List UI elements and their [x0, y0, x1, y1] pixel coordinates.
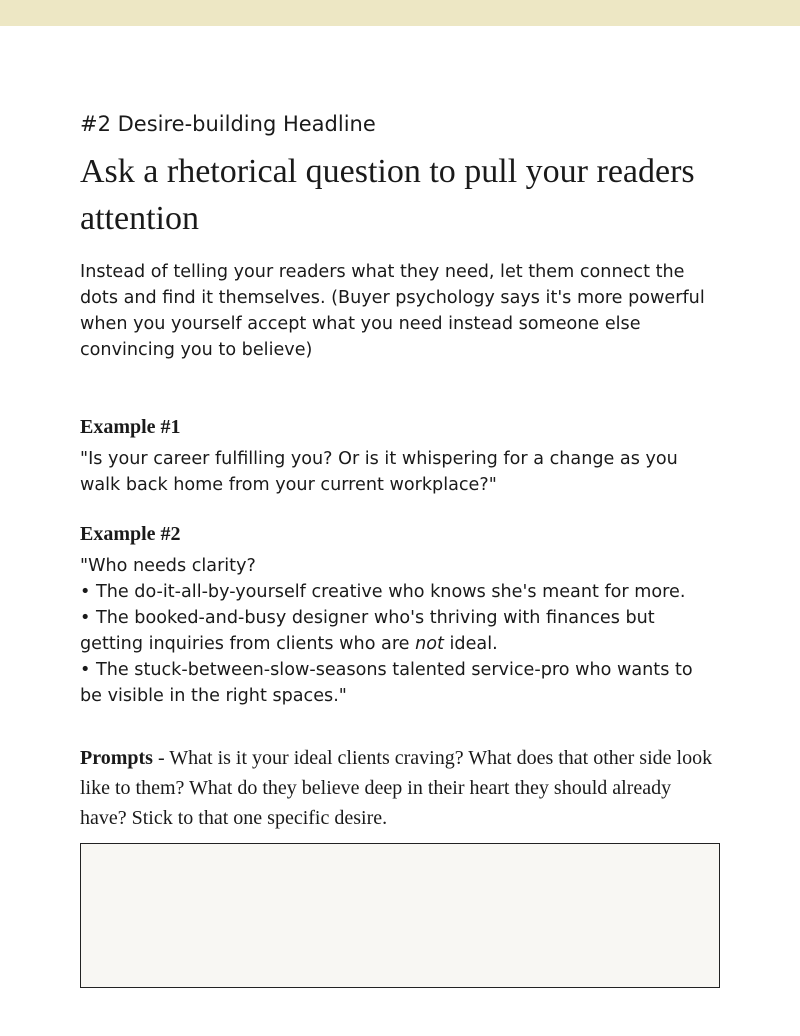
prompts-label: Prompts — [80, 747, 153, 769]
section-label: #2 Desire-building Headline — [80, 112, 376, 136]
headline: Ask a rhetorical question to pull your readers attention — [80, 153, 695, 237]
worksheet-content — [80, 108, 720, 833]
bullet-2-text-before: • The booked-and-busy designer who's thriving with finances but getting inquiries from clients who are — [80, 608, 655, 654]
prompts-text: - What is it your ideal clients craving? What does that other side look like to them? What do they believe deep in their heart they should already have? Stick to that one specific desire. — [80, 747, 713, 829]
example-2-heading: Example #2 — [80, 523, 181, 545]
bullet-2-emphasis: not — [415, 634, 444, 654]
answer-box[interactable] — [80, 843, 720, 988]
bullet-2-text-after: ideal. — [443, 634, 498, 654]
intro-paragraph: Instead of telling your readers what they need, let them connect the dots and find it themselves. (Buyer psychology says it's more powerful when you yourself accept what you need instead someone else convincing you to believe) — [80, 262, 705, 360]
example-2-bullet-1: • The do-it-all-by-yourself creative who knows she's meant for more. — [80, 582, 686, 602]
example-1-heading: Example #1 — [80, 416, 181, 438]
prompts-paragraph — [80, 743, 720, 833]
example-2-text — [80, 553, 720, 709]
example-2-bullet-3: • The stuck-between-slow-seasons talented service-pro who wants to be visible in the right spaces." — [80, 660, 693, 706]
example-1-text: "Is your career fulfilling you? Or is it whispering for a change as you walk back home from your current workplace?" — [80, 449, 678, 495]
top-color-band — [0, 0, 800, 26]
example-2-opening: "Who needs clarity? — [80, 556, 256, 576]
example-2-bullet-2 — [80, 605, 720, 657]
